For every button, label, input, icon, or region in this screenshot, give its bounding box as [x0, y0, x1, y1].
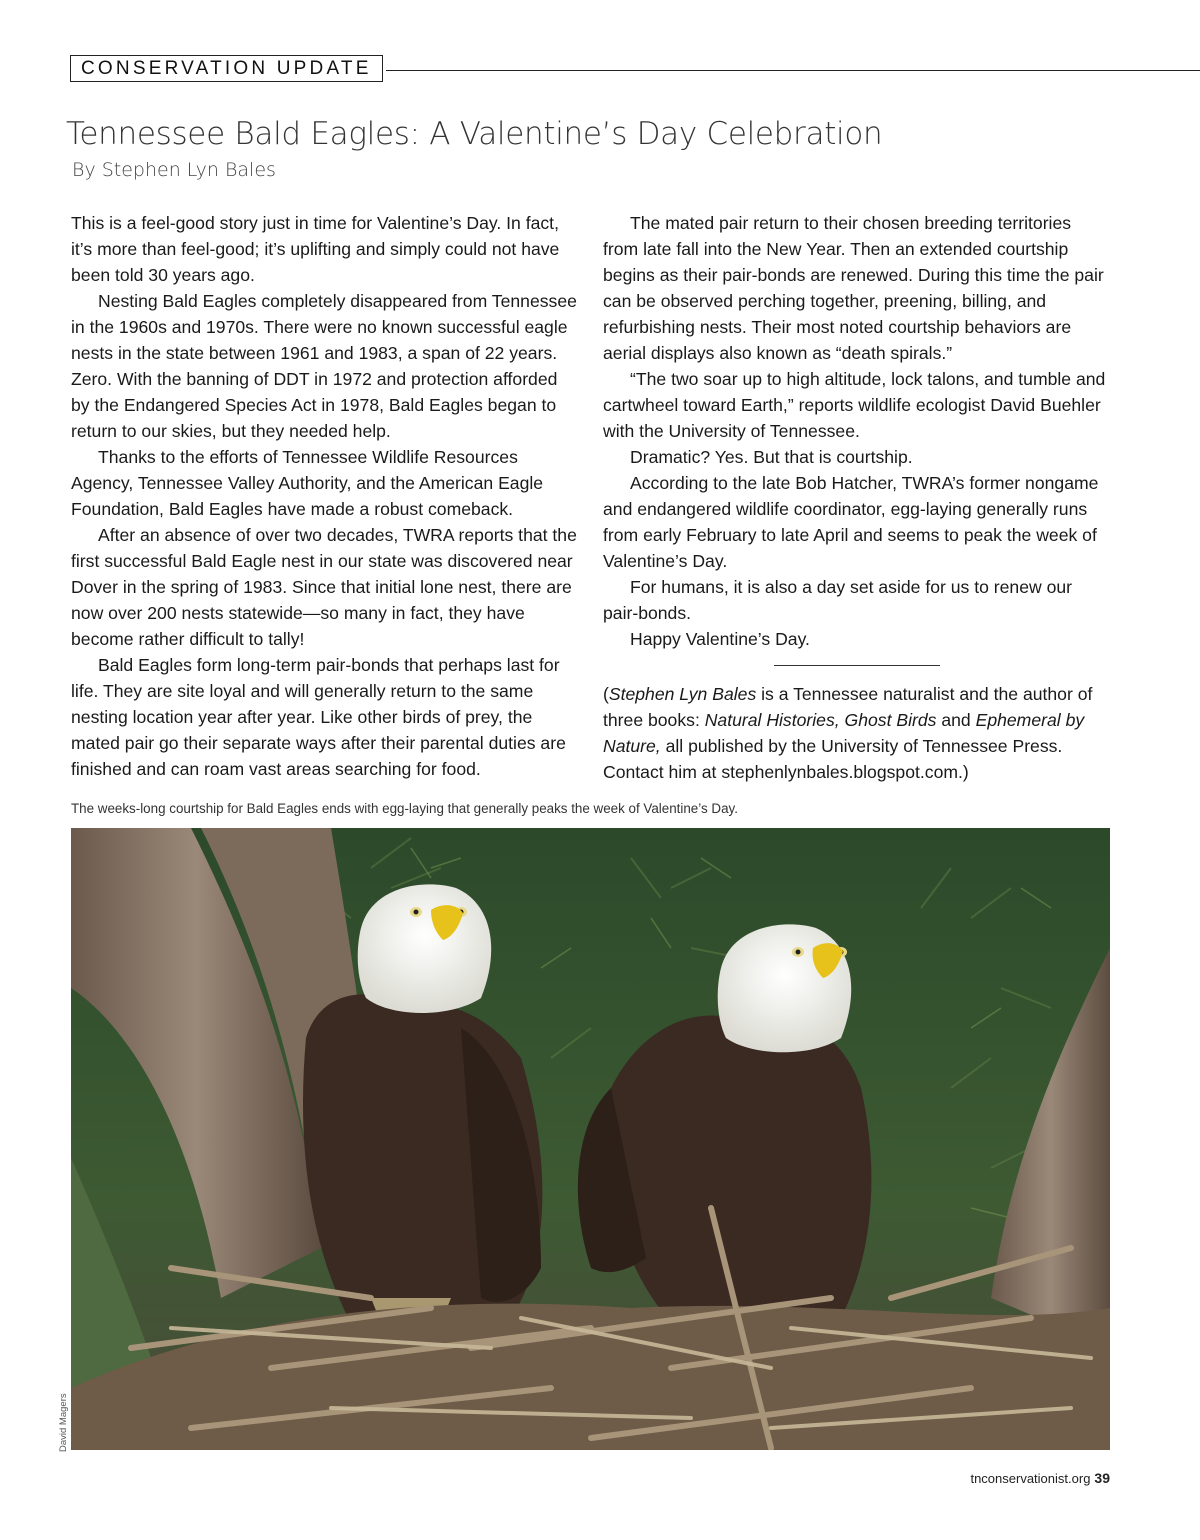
photo-credit: David Magers	[58, 1393, 69, 1452]
article-title: Tennessee Bald Eagles: A Valentine’s Day Celebration	[66, 116, 883, 152]
left-paragraph-5: Bald Eagles form long-term pair-bonds that perhaps last for life. They are site loyal and will generally return to the same nesting location year after year. Like other birds of prey, the mated pair go their separate ways after their parental duties are finished and can roam vast areas searching for food.	[71, 655, 566, 779]
eagles-photo	[71, 828, 1110, 1450]
right-paragraph-6: Happy Valentine’s Day.	[630, 629, 810, 649]
end-of-article-rule	[774, 665, 940, 666]
article-byline: By Stephen Lyn Bales	[72, 159, 276, 181]
eagles-illustration	[71, 828, 1110, 1450]
bio-book-1: Natural Histories, Ghost Birds	[704, 710, 937, 730]
right-column	[603, 210, 1111, 785]
bio-text-2: and	[936, 710, 976, 730]
left-paragraph-3: Thanks to the efforts of Tennessee Wildlife Resources Agency, Tennessee Valley Authority, and the American Eagle Foundation, Bald Eagles have made a robust comeback.	[71, 447, 544, 519]
right-paragraph-2: “The two soar up to high altitude, lock talons, and tumble and cartwheel toward Earth,” reports wildlife ecologist David Buehler with the University of Tennessee.	[603, 369, 1106, 441]
bio-text-3: all published by the University of Tennessee Press. Contact him at stephenlynbales.blogspot.com.)	[603, 736, 1063, 782]
right-paragraph-5: For humans, it is also a day set aside for us to renew our pair-bonds.	[603, 577, 1073, 623]
page-footer	[970, 1470, 1110, 1486]
right-paragraph-3: Dramatic? Yes. But that is courtship.	[630, 447, 913, 467]
section-label: CONSERVATION UPDATE	[70, 55, 383, 82]
author-bio	[603, 681, 1111, 785]
bio-text-1: is a Tennessee naturalist and the author of three books:	[603, 684, 1093, 730]
page-number: 39	[1094, 1470, 1110, 1486]
left-paragraph-2: Nesting Bald Eagles completely disappeared from Tennessee in the 1960s and 1970s. There were no known successful eagle nests in the state between 1961 and 1983, a span of 22 years. Zero. With the banning of DDT in 1972 and protection afforded by the Endangered Species Act in 1978, Bald Eagles began to return to our skies, but they needed help.	[71, 291, 577, 441]
right-paragraph-1: The mated pair return to their chosen breeding territories from late fall into the New Year. Then an extended courtship begins as their pair-bonds are renewed. During this time the pair can be observed perching together, preening, billing, and refurbishing nests. Their most noted courtship behaviors are aerial displays also known as “death spirals.”	[603, 213, 1104, 363]
left-paragraph-4: After an absence of over two decades, TWRA reports that the first successful Bald Eagle nest in our state was discovered near Dover in the spring of 1983. Since that initial lone nest, there are now over 200 nests statewide—so many in fact, they have become rather difficult to tally!	[71, 525, 577, 649]
footer-site: tnconservationist.org	[970, 1471, 1091, 1486]
bio-open-paren: (	[603, 684, 609, 704]
right-paragraph-4: According to the late Bob Hatcher, TWRA’s former nongame and endangered wildlife coordinator, egg-laying generally runs from early February to late April and seems to peak the week of Valentine’s Day.	[603, 473, 1099, 571]
photo-caption: The weeks-long courtship for Bald Eagles ends with egg-laying that generally peaks the week of Valentine’s Day.	[71, 801, 738, 816]
bio-book-2: Ephemeral by Nature,	[603, 710, 1085, 756]
left-paragraph-1: This is a feel-good story just in time for Valentine’s Day. In fact, it’s more than feel-good; it’s uplifting and simply could not have been told 30 years ago.	[71, 213, 560, 285]
left-column	[71, 210, 579, 782]
bio-author-name: Stephen Lyn Bales	[608, 684, 757, 704]
section-rule	[386, 70, 1200, 71]
